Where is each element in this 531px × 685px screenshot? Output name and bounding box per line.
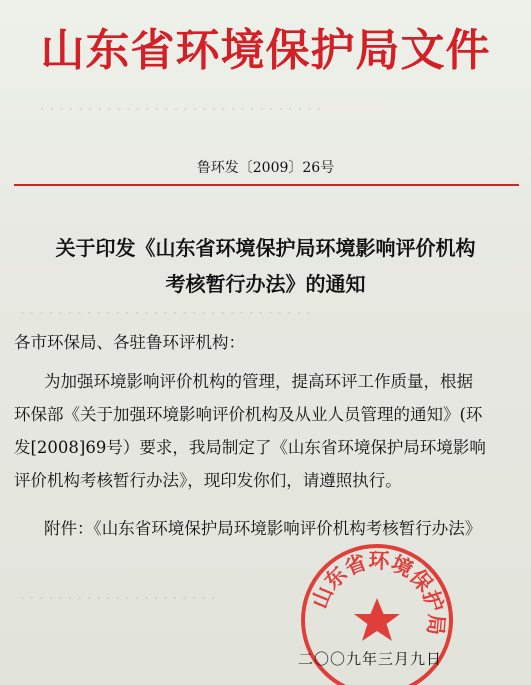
bleed-through-text: . . . . . . . . . . . . . . . . . . . . . . . . . . . . . .	[40, 96, 322, 114]
body-paragraph-line: 为加强环境影响评价机构的管理，提高环评工作质量，根据	[44, 372, 473, 391]
document-title-line-2: 考核暂行办法》的通知	[165, 272, 366, 296]
body-paragraph-line: 环保部《关于加强环境影响评价机构及从业人员管理的通知》(环	[14, 405, 483, 424]
seal-text-path: 山东省环境保护局	[307, 548, 449, 637]
red-divider-line	[14, 184, 519, 186]
recipient-line: 各市环保局、各驻鲁环评机构：	[14, 333, 245, 352]
seal-star-icon	[354, 598, 400, 641]
document-date: 二〇〇九年三月九日	[298, 650, 443, 668]
attachment-line: 附件：《山东省环境保护局环境影响评价机构考核暂行办法》	[44, 519, 482, 538]
body-paragraph-line: 评价机构考核暂行办法》，现印发你们，请遵照执行。	[14, 471, 402, 490]
bleed-through-text: . . . . . . . . . . . . . . . . . . . . . . . . . . . . . . .	[20, 300, 311, 318]
bleed-through-text: . . . . . . . . . . . . . . . . . . . . .	[20, 585, 216, 603]
document-title-line-1: 关于印发《山东省环境保护局环境影响评价机构	[55, 236, 476, 260]
document-number: 鲁环发〔2009〕26号	[196, 160, 335, 176]
body-paragraph-line: 发[2008]69号）要求，我局制定了《山东省环境保护局环境影响	[14, 438, 486, 457]
document-header-title: 山东省环境保护局文件	[40, 25, 491, 76]
